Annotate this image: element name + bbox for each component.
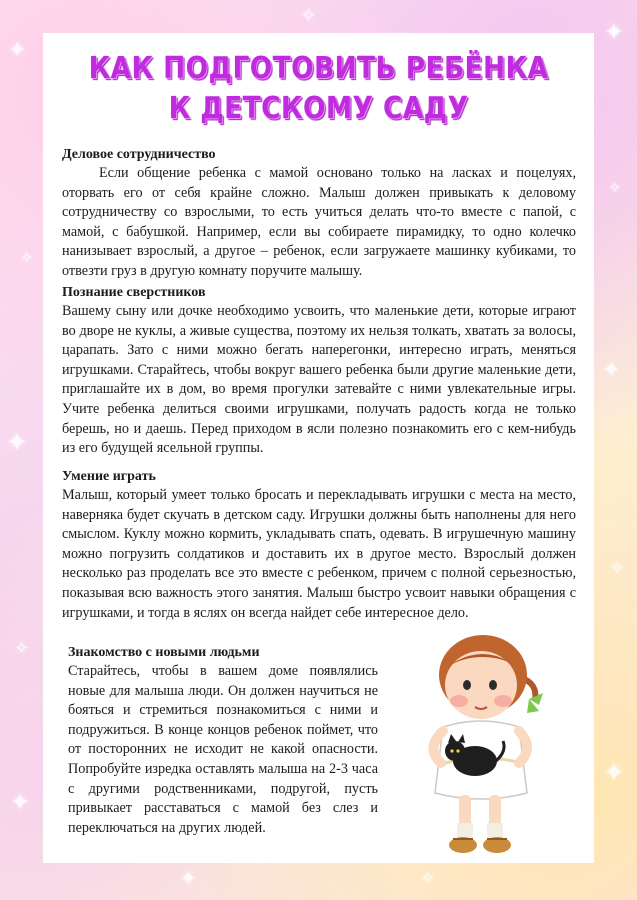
sparkle-icon: ✦ xyxy=(180,866,197,890)
sparkle-icon: ✦ xyxy=(10,788,31,816)
page-title-line-2: К ДЕТСКОМУ САДУ xyxy=(168,91,469,126)
sparkle-icon: ✦ xyxy=(8,38,27,63)
sparkle-icon: ✦ xyxy=(604,18,625,46)
sparkle-icon: ✦ xyxy=(603,758,625,788)
sparkle-icon: ✦ xyxy=(6,428,28,458)
content-panel xyxy=(43,33,594,863)
sparkle-icon: ✦ xyxy=(602,358,621,383)
section-text-cooperation: Если общение ребенка с мамой основано только на ласках и поцелуях, оторвать его от себя крайне сложно. Малыш должен привыкать к деловому сотрудничеству со взрослыми, то есть учиться делать что-то вместе с папой, с мамой, с бабушкой. Например, если вы собираете пирамидку, то одно колечко нанизывает взрослый, а другое – ребенок, если загружаете машинку кубиками, то отвезти груз в другую комнату поручите малышу. xyxy=(62,165,576,279)
section-heading-playing: Умение играть xyxy=(62,469,156,484)
sparkle-icon: ✧ xyxy=(610,558,626,579)
section-heading-peers: Познание сверстников xyxy=(62,285,206,300)
sparkle-icon: ✧ xyxy=(20,248,34,267)
section-text-peers: Вашему сыну или дочке необходимо усвоить, что маленькие дети, которые играют во дворе не куклы, а живые существа, поэтому их нельзя толкать, хватать за волосы, царапать. Зато с ними можно бегать наперегонки, интересно играть, меняться игрушками. Старайтесь, чтобы вокруг вашего ребенка были другие маленькие дети, приглашайте их в дом, во время прогулки затевайте с ними увлекательные игры. Учите ребенка делиться своими игрушками, получать радость когда не только берешь, но и даешь. Перед приходом в ясли полезно познакомить его с кем-нибудь из его будущей ясельной группы. xyxy=(62,303,576,457)
section-text-playing: Малыш, который умеет только бросать и перекладывать игрушки с места на место, наверняка будет скучать в детском саду. Игрушки должны быть наполнены для него смыслом. Куклу можно кормить, укладывать спать, одевать. В игрушечную машину можно погрузить солдатиков и доставить их в другое место. Взрослый должен несколько раз проделать все это вместе с ребенком, причем с полной серьезностью, показывая всю важность этого занятия. Малыш быстро усвоит навыки обращения с игрушками, и тогда в яслях он всегда найдет себе интересное дело. xyxy=(62,487,576,621)
section-heading-cooperation: Деловое сотрудничество xyxy=(62,147,216,162)
sparkle-icon: ✧ xyxy=(14,638,30,659)
sparkle-icon: ✧ xyxy=(300,3,317,27)
sparkle-icon: ✧ xyxy=(420,868,436,889)
sparkle-icon: ✧ xyxy=(608,178,622,197)
page-title-line-1: КАК ПОДГОТОВИТЬ РЕБЁНКА xyxy=(88,51,549,86)
section-heading-new-people: Знакомство с новыми людьми xyxy=(68,645,260,660)
girl-with-kitten-illustration xyxy=(403,623,553,868)
section-text-new-people: Старайтесь, чтобы в вашем доме появлялись новые для малыша люди. Он должен научиться не бояться и стремиться познакомиться с ними и подружиться. В конце концов ребенок поймет, что от посторонних не исходит не какой опасности. Попробуйте изредка оставлять малыша на 2-3 часа с другими родственниками, подругой, пусть привыкает расставаться с мамой без слез и переключаться на других людей. xyxy=(68,663,378,836)
